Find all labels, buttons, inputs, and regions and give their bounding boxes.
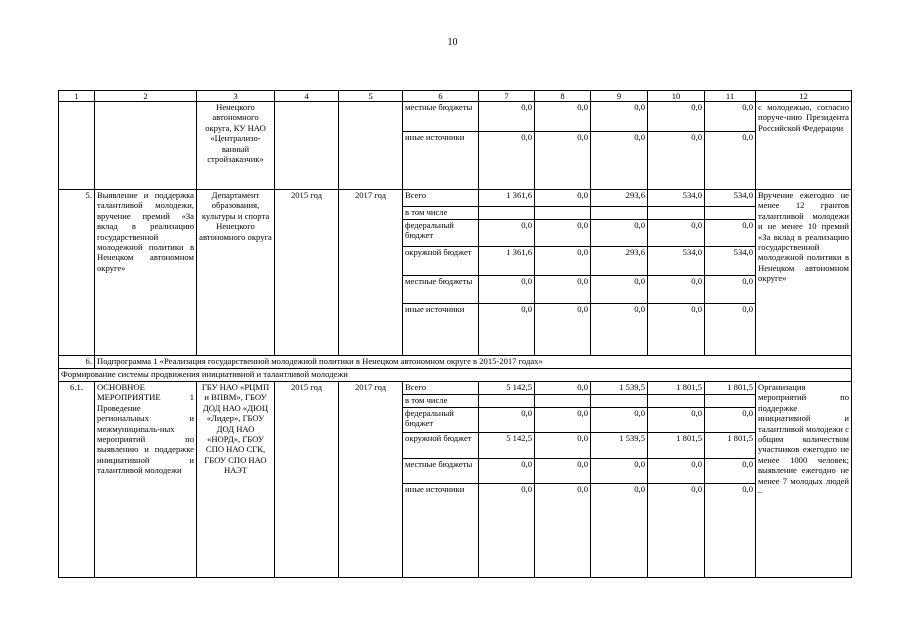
value-cell: 0,0 — [705, 459, 756, 484]
value-cell: 0,0 — [535, 276, 591, 304]
value-cell: 0,0 — [591, 459, 648, 484]
value-cell: 0,0 — [648, 408, 705, 433]
value-cell: 1 361,6 — [479, 190, 535, 207]
subprogram-title: Подпрограмма 1 «Реализация государственной молодежной политики в Ненецком автономном округе в 2015-2017 годах» — [95, 356, 852, 369]
item-number — [59, 102, 95, 190]
value-cell: 0,0 — [535, 433, 591, 459]
value-cell: 1 801,5 — [648, 382, 705, 395]
value-cell: 0,0 — [648, 276, 705, 304]
value-cell: 0,0 — [535, 304, 591, 356]
value-cell: 5 142,5 — [479, 382, 535, 395]
col-header: 6 — [403, 91, 479, 102]
value-cell: 0,0 — [535, 190, 591, 207]
section-title: Формирование системы продвижения инициативной и талантливой молодежи — [59, 369, 852, 382]
value-cell: 1 539,5 — [591, 382, 648, 395]
item-responsible: ГБУ НАО «РЦМП и ВПВМ», ГБОУ ДОД НАО «ДЮЦ «Лидер», ГБОУ ДОД НАО «НОРД», ГБОУ СПО НАО СГК, ГБОУ СПО НАО НАЭТ — [197, 382, 275, 578]
value-cell: 1 801,5 — [648, 433, 705, 459]
col-header: 3 — [197, 91, 275, 102]
funding-source: иные источники — [403, 484, 479, 578]
value-cell: 0,0 — [591, 102, 648, 132]
item-result: Вручение ежегодно не менее 12 грантов талантливой молодежи и не менее 10 премий «За вклад в реализацию государственной молодежной политики в Ненецком автономном округе» — [756, 190, 852, 356]
value-cell: 0,0 — [479, 132, 535, 190]
item-name: ОСНОВНОЕ МЕРОПРИЯТИЕ 1 Проведение региональных и межмуниципаль-ных мероприятий по выявлению и поддержке инициативной и талантливой молодежи — [95, 382, 197, 578]
value-cell: 0,0 — [479, 304, 535, 356]
value-cell: 0,0 — [591, 132, 648, 190]
value-cell: 0,0 — [705, 484, 756, 578]
value-cell: 0,0 — [479, 102, 535, 132]
item-result: с молодежью, согласно поруче-нию Президента Российской Федерации — [756, 102, 852, 190]
funding-source: иные источники — [403, 132, 479, 190]
value-cell — [648, 207, 705, 220]
value-cell: 0,0 — [648, 484, 705, 578]
funding-source: федеральный бюджет — [403, 408, 479, 433]
value-cell: 0,0 — [479, 408, 535, 433]
value-cell — [479, 207, 535, 220]
value-cell: 0,0 — [648, 220, 705, 247]
item-number: 6.1. — [59, 382, 95, 578]
value-cell — [705, 207, 756, 220]
funding-source: Всего — [403, 382, 479, 395]
item-end: 2017 год — [339, 190, 403, 356]
value-cell: 293,6 — [591, 247, 648, 276]
col-header: 11 — [705, 91, 756, 102]
value-cell: 293,6 — [591, 190, 648, 207]
col-header: 9 — [591, 91, 648, 102]
funding-source: федеральный бюджет — [403, 220, 479, 247]
col-header: 4 — [275, 91, 339, 102]
value-cell — [591, 207, 648, 220]
col-header: 1 — [59, 91, 95, 102]
value-cell — [535, 395, 591, 408]
value-cell: 534,0 — [648, 190, 705, 207]
value-cell: 0,0 — [648, 132, 705, 190]
item-name — [95, 102, 197, 190]
funding-source: местные бюджеты — [403, 102, 479, 132]
value-cell: 0,0 — [705, 102, 756, 132]
value-cell: 534,0 — [705, 247, 756, 276]
value-cell: 0,0 — [535, 484, 591, 578]
value-cell: 0,0 — [591, 276, 648, 304]
item-start: 2015 год — [275, 190, 339, 356]
funding-source: местные бюджеты — [403, 459, 479, 484]
value-cell: 1 539,5 — [591, 433, 648, 459]
item-result: Организация мероприятий по поддержке инициативной и талантливой молодежи с общим количеством участников ежегодно не менее 1000 человек; выявление ежегодно не менее 7 молодых людей – — [756, 382, 852, 578]
col-header: 10 — [648, 91, 705, 102]
value-cell: 1 801,5 — [705, 382, 756, 395]
item-number: 5. — [59, 190, 95, 356]
table-row — [59, 382, 852, 395]
funding-source: окружной бюджет — [403, 433, 479, 459]
col-header: 2 — [95, 91, 197, 102]
value-cell: 0,0 — [535, 132, 591, 190]
item-responsible: Департамент образования, культуры и спорта Ненецкого автономного округа — [197, 190, 275, 356]
value-cell: 0,0 — [535, 408, 591, 433]
value-cell: 0,0 — [479, 459, 535, 484]
value-cell — [591, 395, 648, 408]
item-name: Выявление и поддержка талантливой молодежи, вручение премий «За вклад в реализацию государственной молодежной политики в Ненецком автономном округе» — [95, 190, 197, 356]
value-cell: 0,0 — [648, 102, 705, 132]
item-start — [275, 102, 339, 190]
col-header: 7 — [479, 91, 535, 102]
value-cell: 0,0 — [479, 220, 535, 247]
value-cell: 534,0 — [705, 190, 756, 207]
value-cell: 0,0 — [535, 102, 591, 132]
page-number: 10 — [447, 37, 458, 48]
value-cell: 0,0 — [705, 276, 756, 304]
item-end — [339, 102, 403, 190]
value-cell: 534,0 — [648, 247, 705, 276]
value-cell — [535, 207, 591, 220]
funding-source: местные бюджеты — [403, 276, 479, 304]
program-table — [58, 90, 852, 578]
funding-source: окружной бюджет — [403, 247, 479, 276]
funding-source: в том числе — [403, 207, 479, 220]
item-responsible: Ненецкого автономного округа, КУ НАО «Централизо-ванный стройзаказчик» — [197, 102, 275, 190]
value-cell: 0,0 — [705, 220, 756, 247]
value-cell — [479, 395, 535, 408]
value-cell: 0,0 — [648, 459, 705, 484]
value-cell: 0,0 — [535, 247, 591, 276]
col-header: 12 — [756, 91, 852, 102]
value-cell — [705, 395, 756, 408]
value-cell: 0,0 — [535, 220, 591, 247]
value-cell: 0,0 — [591, 304, 648, 356]
item-end: 2017 год — [339, 382, 403, 578]
value-cell: 0,0 — [591, 484, 648, 578]
value-cell: 0,0 — [705, 304, 756, 356]
table-row — [59, 102, 852, 132]
value-cell: 0,0 — [479, 484, 535, 578]
value-cell: 1 361,6 — [479, 247, 535, 276]
col-header: 8 — [535, 91, 591, 102]
value-cell — [648, 395, 705, 408]
value-cell: 1 801,5 — [705, 433, 756, 459]
value-cell: 0,0 — [591, 408, 648, 433]
col-header: 5 — [339, 91, 403, 102]
funding-source: иные источники — [403, 304, 479, 356]
value-cell: 0,0 — [479, 276, 535, 304]
value-cell: 0,0 — [535, 459, 591, 484]
table-row — [59, 190, 852, 207]
funding-source: Всего — [403, 190, 479, 207]
value-cell: 0,0 — [535, 382, 591, 395]
subprogram-number: 6. — [59, 356, 95, 369]
funding-source: в том числе — [403, 395, 479, 408]
value-cell: 5 142,5 — [479, 433, 535, 459]
value-cell: 0,0 — [591, 220, 648, 247]
value-cell: 0,0 — [648, 304, 705, 356]
value-cell: 0,0 — [705, 408, 756, 433]
item-start: 2015 год — [275, 382, 339, 578]
value-cell: 0,0 — [705, 132, 756, 190]
section-row — [59, 369, 852, 382]
column-number-row — [59, 91, 852, 102]
subprogram-row — [59, 356, 852, 369]
